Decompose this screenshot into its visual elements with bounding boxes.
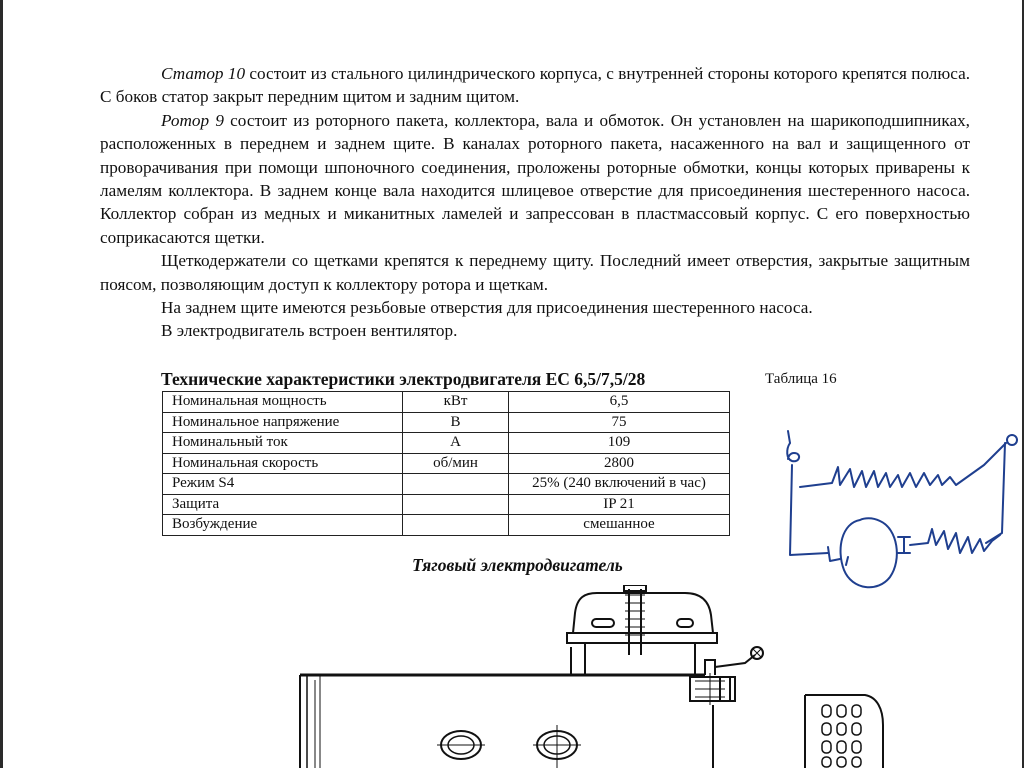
body-text <box>100 62 970 343</box>
paragraph-rear-shield <box>100 296 970 319</box>
param-cell: Защита <box>163 494 403 515</box>
unit-cell: кВт <box>403 392 509 413</box>
param-cell: Возбуждение <box>163 515 403 536</box>
paragraph-text: На заднем щите имеются резьбовые отверстия для присоединения шестеренного насоса. <box>161 298 813 318</box>
unit-cell <box>403 515 509 536</box>
unit-cell: В <box>403 412 509 433</box>
paragraph-fan <box>100 319 970 342</box>
param-cell: Номинальное напряжение <box>163 412 403 433</box>
table-row <box>163 433 730 454</box>
param-cell: Номинальный ток <box>163 433 403 454</box>
paragraph-text: Щеткодержатели со щетками крепятся к переднему щиту. Последний имеет отверстия, закрытые защитным поясом, позволяющим доступ к коллектору ротора и щеткам. <box>100 251 970 294</box>
paragraph-text: состоит из стального цилиндрического корпуса, с внутренней стороны которого крепятся полюса. С боков статор закрыт передним щитом и задним щитом. <box>100 64 970 107</box>
paragraph-text: В электродвигатель встроен вентилятор. <box>161 321 458 341</box>
paragraph-brush-holders <box>100 249 970 296</box>
unit-cell <box>403 474 509 495</box>
paragraph-stator <box>100 62 970 109</box>
handwritten-motor-sketch <box>770 425 1020 595</box>
param-cell: Номинальная скорость <box>163 453 403 474</box>
table-row <box>163 494 730 515</box>
value-cell: IP 21 <box>509 494 730 515</box>
table-row <box>163 474 730 495</box>
page-left-edge <box>0 0 3 768</box>
paragraph-lead: Статор 10 <box>161 64 246 83</box>
value-cell: 25% (240 включений в час) <box>509 474 730 495</box>
paragraph-text: состоит из роторного пакета, коллектора, вала и обмоток. Он установлен на шарикоподшипниках, расположенных в переднем и заднем щите. В каналах роторного пакета, насаженного на вал и защищенного от проворачивания при помощи шпоночного соединения, проложены роторные обмотки, концы которых приварены к ламелям коллектора. В заднем конце вала находится шлицевое отверстие для присоединения шестеренного насоса. Коллектор собран из медных и миканитных ламелей и запрессован в пластмассовый корпус. С его поверхностью соприкасаются щетки. <box>100 110 970 247</box>
paragraph-lead: Ротор 9 <box>161 110 224 130</box>
table-row <box>163 515 730 536</box>
unit-cell: об/мин <box>403 453 509 474</box>
value-cell: 75 <box>509 412 730 433</box>
param-cell: Номинальная мощность <box>163 392 403 413</box>
value-cell: 6,5 <box>509 392 730 413</box>
table-row <box>163 412 730 433</box>
value-cell: 2800 <box>509 453 730 474</box>
paragraph-rotor <box>100 109 970 249</box>
table-title: Технические характеристики электродвигателя ЕС 6,5/7,5/28 <box>161 369 646 389</box>
table-row <box>163 392 730 413</box>
traction-motor-drawing <box>285 585 905 768</box>
figure-title: Тяговый электродвигатель <box>412 555 623 575</box>
specs-table <box>162 391 730 536</box>
value-cell: смешанное <box>509 515 730 536</box>
value-cell: 109 <box>509 433 730 454</box>
unit-cell: А <box>403 433 509 454</box>
table-row <box>163 453 730 474</box>
unit-cell <box>403 494 509 515</box>
table-number: Таблица 16 <box>765 371 837 387</box>
param-cell: Режим S4 <box>163 474 403 495</box>
